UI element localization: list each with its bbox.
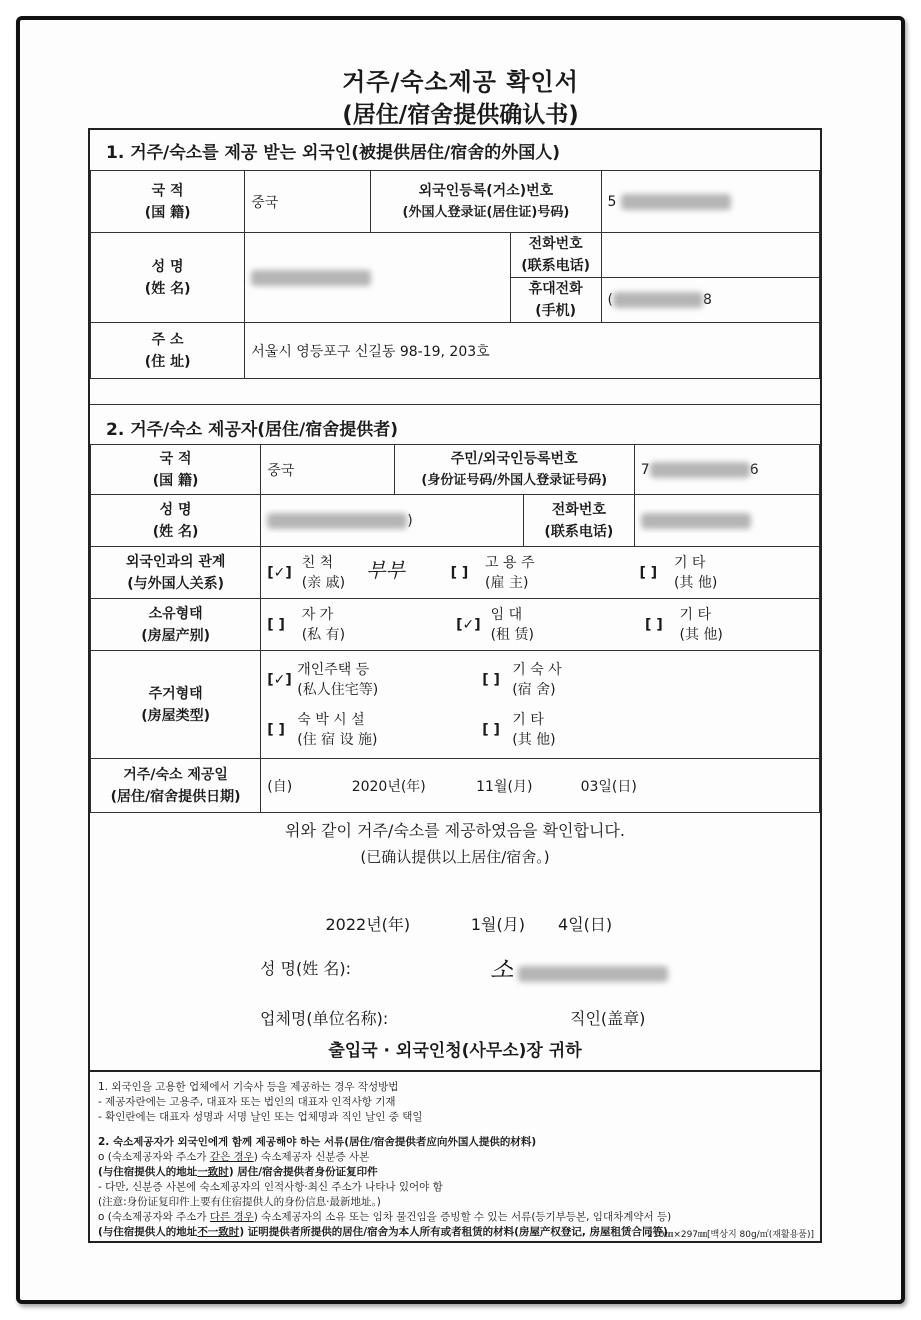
s2-nationality-label: 국 적 (国 籍) <box>91 445 261 495</box>
relation-other-label: 기 타 (其 他) <box>673 554 718 591</box>
relation-employer-checkbox[interactable]: [ ] <box>450 564 469 581</box>
section1-heading: 1. 거주/숙소를 제공 받는 외국인(被提供居住/宿舍的外国人) <box>106 143 560 163</box>
s1-nationality-value: 중국 <box>245 171 371 233</box>
date-month: 11월(月) <box>476 778 533 795</box>
s2-id-value: 7 6 <box>634 445 819 495</box>
s2-id-label: 주민/외국인등록번호 (身份证号码/外国人登录证号码) <box>394 445 634 495</box>
relation-employer-label: 고 용 주 (雇 主) <box>485 554 535 591</box>
s2-housing-options <box>261 651 820 759</box>
s2-ownership-label: 소유형태 (房屋产别) <box>91 599 261 651</box>
ownership-other-label: 기 타 (其 他) <box>679 606 723 643</box>
note-2b-cn: (注意:身份证复印件上要有住宿提供人的身份信息·最新地址。) <box>98 1196 381 1208</box>
note-2a: o (숙소제공자와 주소가 같은 경우) 숙소제공자 신분증 사본 <box>98 1151 370 1163</box>
note-2a-cn: (与住宿提供人的地址一致时) 居住/宿舍提供者身份证复印件 <box>98 1166 378 1178</box>
housing-dorm-label: 기 숙 사 (宿 舍) <box>512 661 562 698</box>
s2-name-value: ) <box>261 495 524 547</box>
paper-size-note: 210㎜×297㎜[백상지 80g/㎡(재활용품)] <box>647 1230 814 1240</box>
note-2b: - 다만, 신분증 사본에 숙소제공자의 인적사항·최신 주소가 나타나 있어야 함 <box>98 1181 443 1193</box>
note-2c-cn: (与住宿提供人的地址不一致时) 证明提供者所提供的居住/宿舍为本人所有或者租赁的材料(房屋产权登记, 房屋租赁合同等) <box>98 1226 668 1238</box>
section2-heading: 2. 거주/숙소 제공자(居住/宿舍提供者) <box>90 404 820 444</box>
signature-name-value: 소 <box>490 950 668 985</box>
company-name-label: 업체명(单位名称): <box>260 1009 389 1028</box>
form-body <box>88 128 822 1243</box>
relation-relative-label: 친 척 (亲 戚) <box>301 554 346 591</box>
s1-name-label: 성 명 (姓 名) <box>91 233 245 323</box>
s2-nationality-value: 중국 <box>261 445 394 495</box>
relation-handwritten-note: 부부 <box>366 557 405 582</box>
section2-table <box>90 444 820 813</box>
s1-nationality-label: 국 적 (国 籍) <box>91 171 245 233</box>
s1-phone-label: 전화번호 (联系电话) <box>510 233 601 278</box>
note-1: 1. 외국인을 고용한 업체에서 기숙사 등을 제공하는 경우 작성방법 <box>98 1081 399 1093</box>
s2-phone-value <box>634 495 819 547</box>
s2-relation-options <box>261 547 820 599</box>
relation-relative-checkbox[interactable]: [✓] <box>267 564 292 581</box>
housing-other-checkbox[interactable]: [ ] <box>482 721 500 738</box>
signature-name-label: 성 명(姓 名): <box>260 959 351 978</box>
seal-label: 직인(盖章) <box>570 1009 646 1028</box>
signature-date: 2022년(年) 1월(月) 4일(日) <box>325 915 613 934</box>
document-title: 거주/숙소제공 확인서 <box>342 68 579 96</box>
s2-date-value <box>261 759 820 813</box>
housing-private-checkbox[interactable]: [✓] <box>267 671 292 688</box>
housing-private-label: 개인주택 등 (私人住宅等) <box>297 661 379 698</box>
s1-phone-value <box>601 233 820 278</box>
s1-registration-value: 5 <box>601 171 820 233</box>
notes-section <box>90 1070 820 1245</box>
date-year: 2020년(年) <box>351 778 426 795</box>
statement-line1: 위와 같이 거주/숙소를 제공하였음을 확인합니다. <box>285 821 625 840</box>
ownership-private-checkbox[interactable]: [ ] <box>267 616 285 633</box>
relation-other-checkbox[interactable]: [ ] <box>639 564 658 581</box>
section1-table <box>90 170 820 379</box>
housing-dorm-checkbox[interactable]: [ ] <box>482 671 500 688</box>
s2-housing-label: 주거형태 (房屋类型) <box>91 651 261 759</box>
date-from: (自) <box>267 778 293 795</box>
s2-phone-label: 전화번호 (联系电话) <box>523 495 634 547</box>
s1-registration-label: 외국인등록(거소)번호 (外国人登录证(居住证)号码) <box>371 171 601 233</box>
confirmation-document <box>20 20 901 1300</box>
note-2: 2. 숙소제공자가 외국인에게 함께 제공해야 하는 서류(居住/宿舍提供者应向外国人提供的材料) <box>98 1136 537 1148</box>
s2-name-label: 성 명 (姓 名) <box>91 495 261 547</box>
housing-lodging-label: 숙 박 시 설 (住 宿 设 施) <box>297 711 378 748</box>
s2-date-label: 거주/숙소 제공일 (居住/宿舍提供日期) <box>91 759 261 813</box>
s1-mobile-value: ( 8 <box>601 278 820 323</box>
note-1b: - 확인란에는 대표자 성명과 서명 날인 또는 업체명과 직인 날인 중 택일 <box>98 1111 423 1123</box>
s2-relation-label: 외국인과의 관계 (与外国人关系) <box>91 547 261 599</box>
housing-lodging-checkbox[interactable]: [ ] <box>267 721 285 738</box>
date-day: 03일(日) <box>580 778 637 795</box>
statement-line2: (已确认提供以上居住/宿舍。) <box>360 848 550 866</box>
housing-other-label: 기 타 (其 他) <box>512 711 556 748</box>
ownership-other-checkbox[interactable]: [ ] <box>645 616 663 633</box>
s1-address-label: 주 소 (住 址) <box>91 323 245 379</box>
s2-ownership-options <box>261 599 820 651</box>
s1-address-value: 서울시 영등포구 신길동 98-19, 203호 <box>245 323 820 379</box>
note-1a: - 제공자란에는 고용주, 대표자 또는 법인의 대표자 인적사항 기재 <box>98 1096 396 1108</box>
note-2c: o (숙소제공자와 주소가 다른 경우) 숙소제공자의 소유 또는 임차 물건임을 증빙할 수 있는 서류(등기부등본, 임대차계약서 등) <box>98 1211 672 1223</box>
ownership-rent-checkbox[interactable]: [✓] <box>456 616 481 633</box>
addressee: 출입국 · 외국인청(사무소)장 귀하 <box>328 1041 582 1061</box>
ownership-rent-label: 임 대 (租 赁) <box>490 606 534 643</box>
document-subtitle: (居住/宿舍提供确认书) <box>342 102 579 128</box>
s1-mobile-label: 휴대전화 (手机) <box>510 278 601 323</box>
ownership-private-label: 자 가 (私 有) <box>301 606 346 643</box>
s1-name-value <box>245 233 511 323</box>
